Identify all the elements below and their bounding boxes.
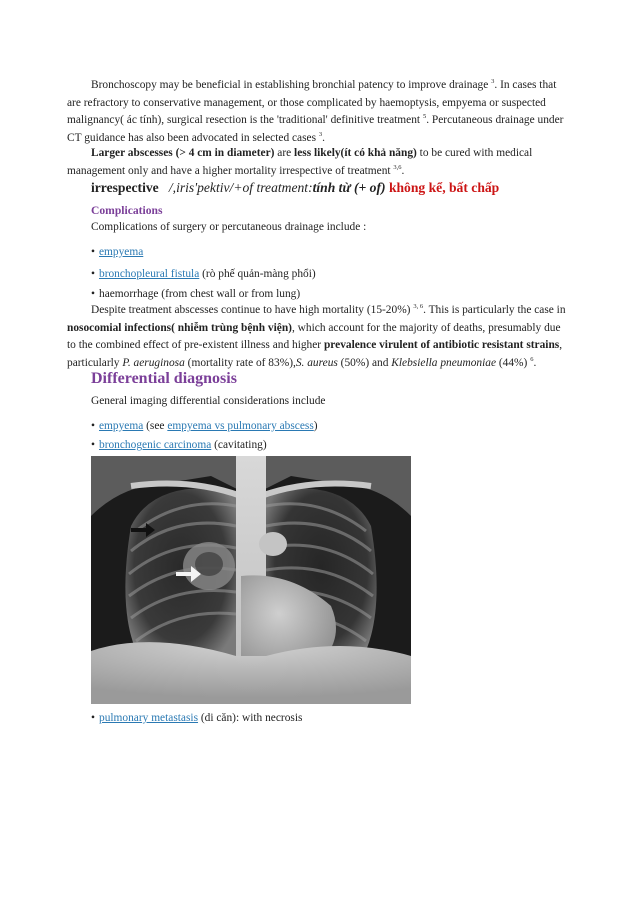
link-pulmonary-metastasis[interactable]: pulmonary metastasis bbox=[99, 712, 199, 724]
bold-text: nosocomial infections( nhiễm trùng bệnh viện) bbox=[67, 321, 292, 334]
italic-text: P. aeruginosa bbox=[122, 356, 185, 369]
link-bronchopleural-fistula[interactable]: bronchopleural fistula bbox=[99, 268, 200, 280]
italic-text: Klebsiella pneumoniae bbox=[391, 356, 497, 369]
chest-xray-drawing bbox=[91, 456, 411, 704]
reference: 6 bbox=[530, 355, 534, 363]
reference: 3, 6 bbox=[413, 303, 424, 311]
text: (mortality rate of 83%), bbox=[184, 356, 296, 369]
vocab-word: irrespective bbox=[91, 180, 159, 195]
vocab-ipa: /,iris'pektiv/+of treatment: bbox=[168, 180, 313, 195]
list-item bbox=[91, 244, 571, 262]
text: . In cases that are refractory to conservative management, or those complicated by haemoptysis, empyema or suspected malignancy( ác tính), surgical resection is the 'traditional' definitive treatment bbox=[67, 79, 557, 127]
complications-intro: Complications of surgery or percutaneous drainage include : bbox=[91, 221, 367, 233]
reference: 3 bbox=[491, 78, 495, 86]
text: . This is particularly the case in bbox=[423, 304, 566, 316]
paragraph-larger-abscesses bbox=[67, 145, 572, 180]
reference: 3 bbox=[318, 130, 323, 138]
bullet-icon: • bbox=[91, 246, 95, 258]
list-item bbox=[91, 418, 571, 436]
bold-text: prevalence virulent of antibiotic resistant strains bbox=[323, 339, 560, 352]
vocabulary-note bbox=[91, 179, 571, 197]
differential-intro: General imaging differential considerations include bbox=[91, 395, 326, 407]
reference: 5 bbox=[422, 113, 427, 121]
bold-text: less likely(ít có khả năng) bbox=[294, 147, 417, 159]
text: , which account for the majority of deaths, presumably due to the combined effect of pre-existent illness and higher bbox=[67, 321, 561, 352]
text: Bronchoscopy may be beneficial in establishing bronchial patency to improve drainage bbox=[91, 79, 492, 91]
heading-complications: Complications bbox=[91, 204, 163, 217]
text: Despite treatment abscesses continue to have high mortality (15-20%) bbox=[91, 304, 414, 316]
list-item bbox=[91, 437, 571, 455]
list-item bbox=[91, 266, 571, 284]
bold-text: Larger abscesses (> 4 cm in diameter) bbox=[91, 147, 275, 159]
text: . bbox=[401, 164, 405, 177]
italic-text: S. aureus bbox=[295, 356, 338, 369]
text: , particularly bbox=[67, 339, 563, 369]
bullet-icon: • bbox=[91, 268, 95, 280]
link-bronchogenic-carcinoma[interactable]: bronchogenic carcinoma bbox=[99, 439, 212, 451]
text: (cavitating) bbox=[211, 439, 267, 451]
text: . bbox=[322, 131, 325, 144]
text: (rò phế quản-màng phổi) bbox=[199, 268, 316, 280]
text: to be cured with medical management only and have a higher mortality irrespective of treatment bbox=[67, 147, 533, 177]
paragraph-mortality bbox=[67, 302, 572, 372]
text: . Percutaneous drainage under CT guidance has also been advocated in selected cases bbox=[67, 114, 564, 144]
bullet-icon: • bbox=[91, 439, 95, 451]
text: (see bbox=[143, 420, 168, 432]
text: (di căn): with necrosis bbox=[198, 712, 303, 724]
link-empyema[interactable]: empyema bbox=[99, 246, 144, 258]
text: (50%) and bbox=[337, 356, 392, 369]
text: are bbox=[274, 147, 295, 159]
chest-xray-image bbox=[91, 456, 411, 704]
text: . bbox=[533, 356, 537, 369]
text: haemorrhage (from chest wall or from lung) bbox=[99, 288, 301, 300]
reference: 3,6 bbox=[393, 163, 402, 171]
vocab-part-of-speech: tính từ (+ of) bbox=[312, 180, 386, 195]
text: ) bbox=[313, 420, 318, 432]
list-item bbox=[91, 710, 571, 728]
text: (44%) bbox=[496, 356, 531, 369]
heading-differential-diagnosis: Differential diagnosis bbox=[91, 370, 237, 387]
list-item bbox=[91, 286, 571, 304]
vocab-meaning: không kể, bất chấp bbox=[388, 180, 500, 195]
paragraph-bronchoscopy bbox=[67, 77, 572, 147]
link-empyema-vs-pulmonary-abscess[interactable]: empyema vs pulmonary abscess bbox=[167, 420, 314, 432]
link-empyema[interactable]: empyema bbox=[99, 420, 144, 432]
bullet-icon: • bbox=[91, 420, 95, 432]
bullet-icon: • bbox=[91, 712, 95, 724]
bullet-icon: • bbox=[91, 288, 95, 300]
